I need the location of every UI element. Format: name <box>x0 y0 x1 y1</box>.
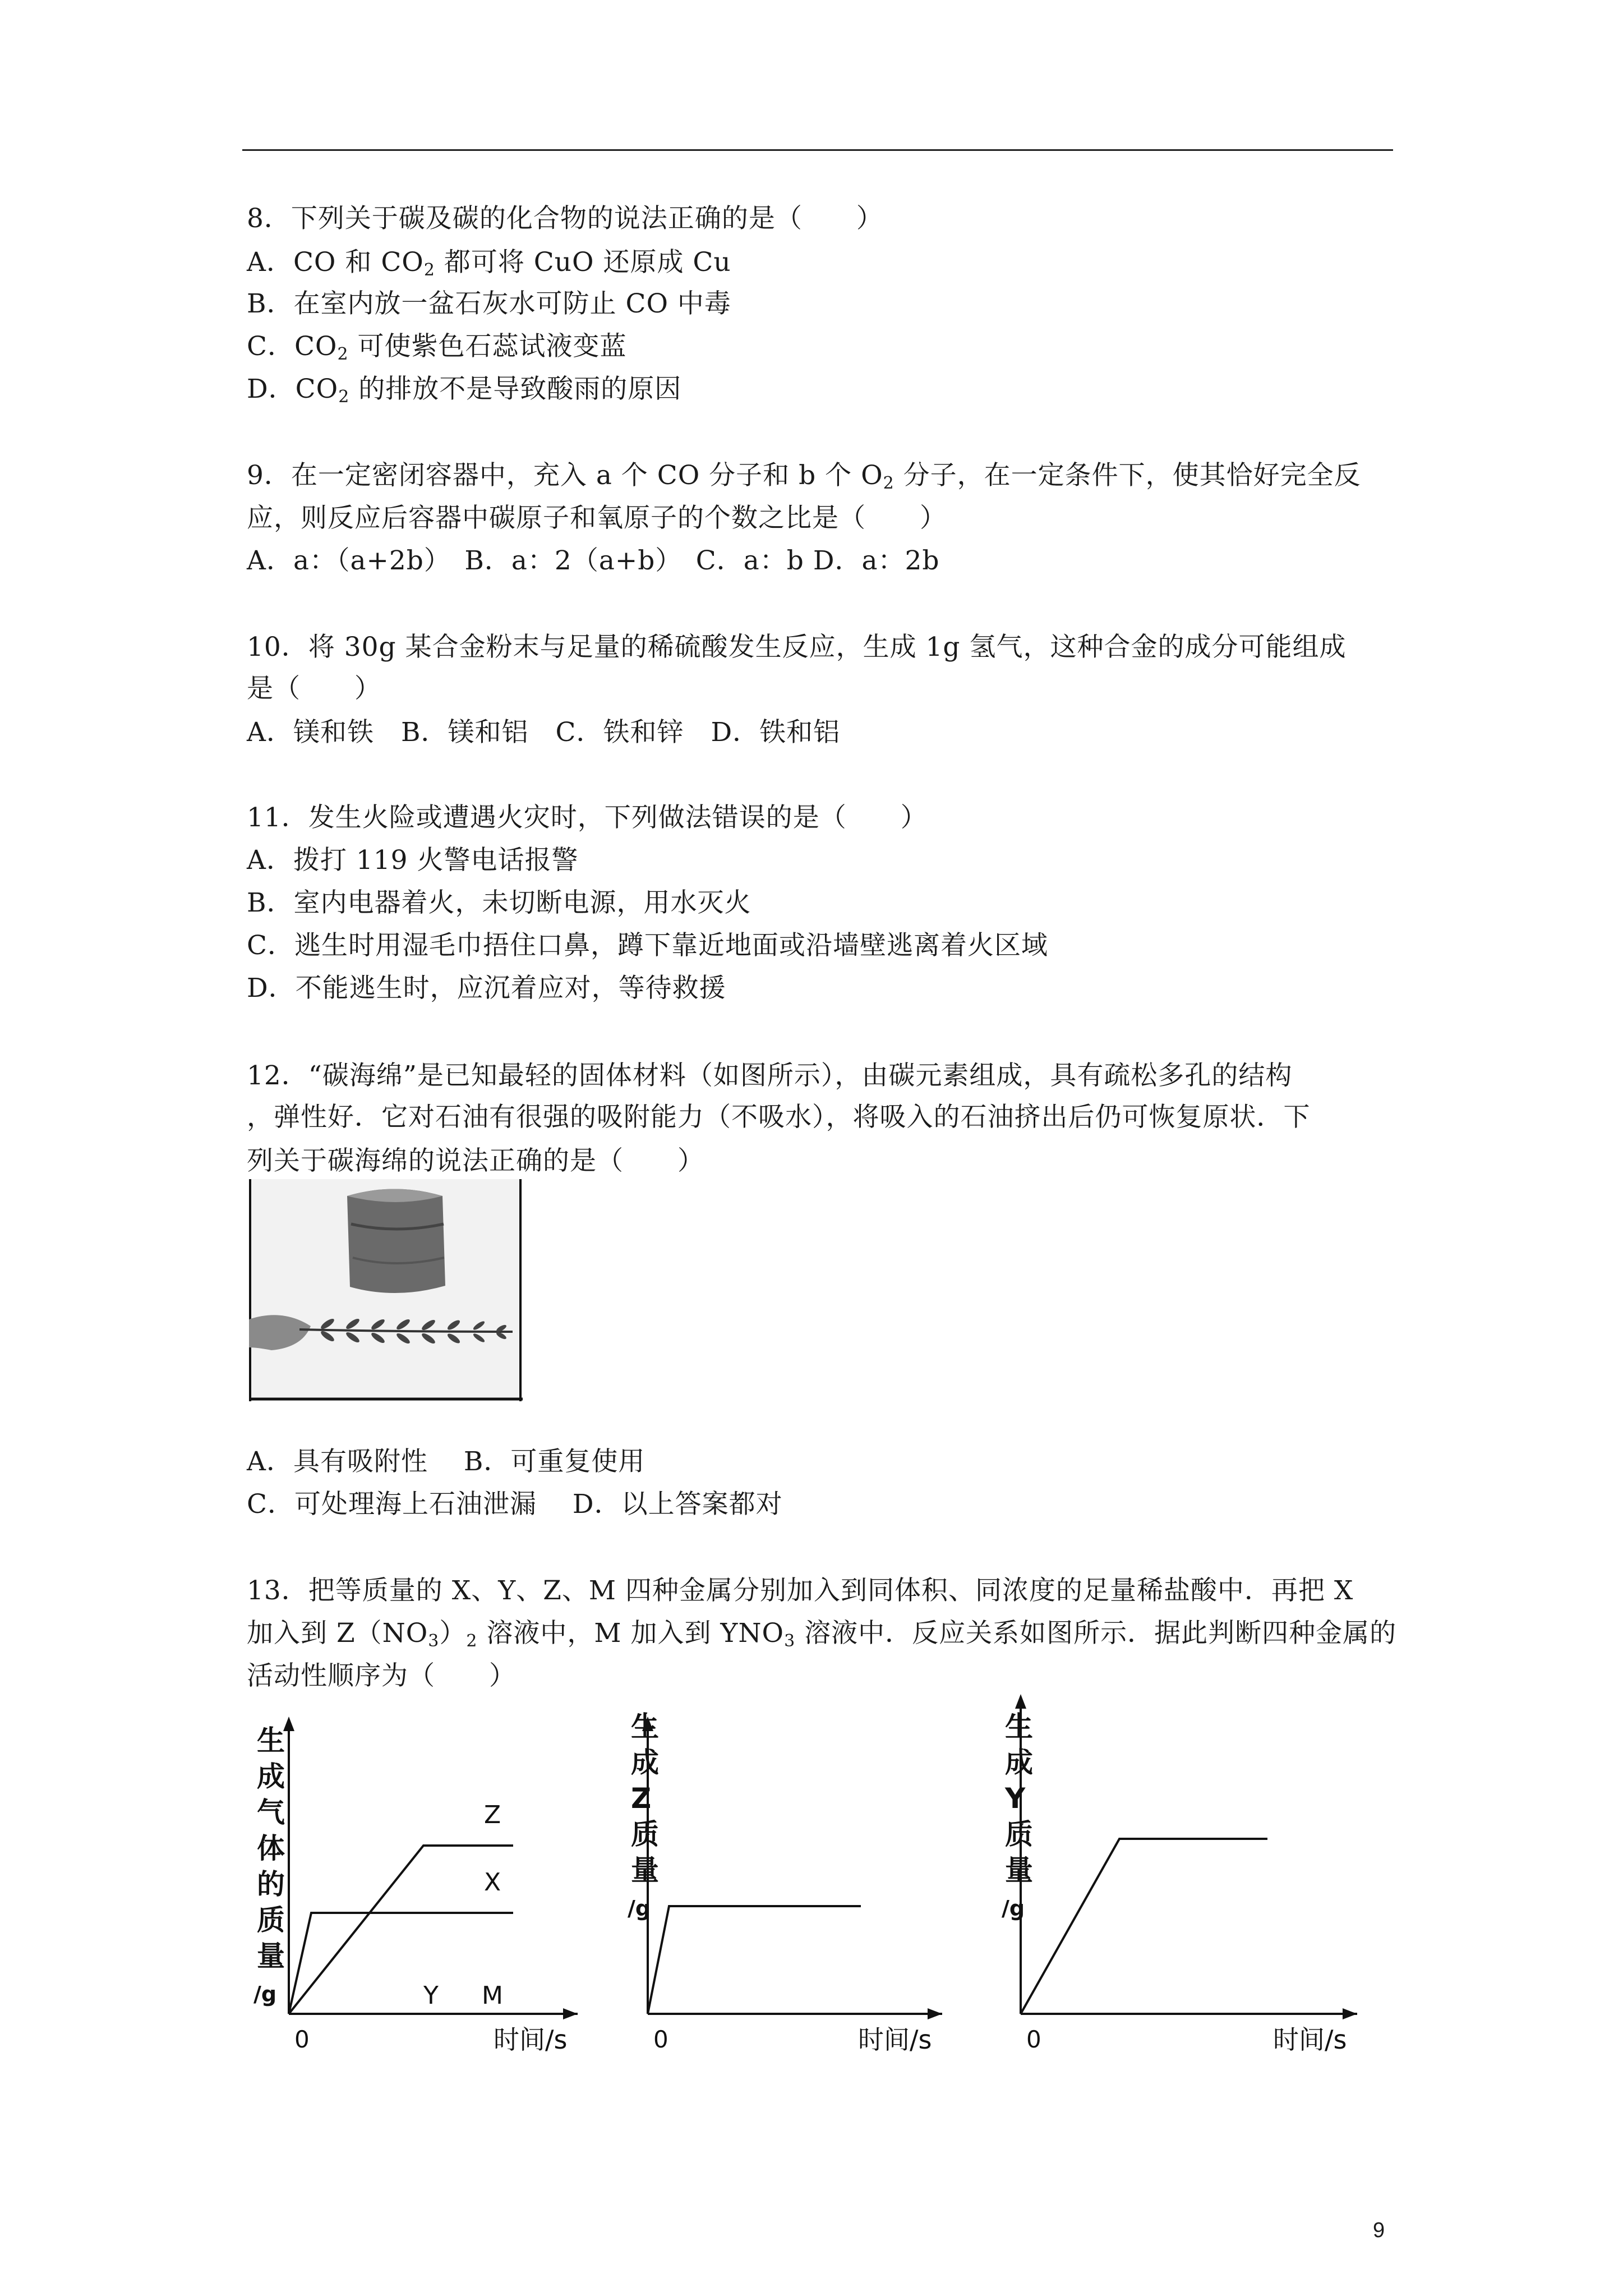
q8-option-b: B．在室内放一盆石灰水可防止 CO 中毒 <box>247 288 731 319</box>
y-axis-arrow <box>1015 1694 1026 1709</box>
x-axis-arrow <box>563 2008 578 2019</box>
y-axis-label-char: 质 <box>631 1818 659 1851</box>
y-axis-label-char: /g <box>1002 1896 1025 1921</box>
x-axis-label: 时间/s <box>858 2024 932 2055</box>
q12-stem-line2: ，弹性好．它对石油有很强的吸附能力（不吸水），将吸入的石油挤出后仍可恢复原状．下 <box>247 1102 1311 1133</box>
q8-option-d: D．$CO_2$ 的排放不是导致酸雨的原因 <box>247 374 682 407</box>
y-axis-label-char: /g <box>628 1896 651 1921</box>
q11-stem: 11．发生火险或遭遇火灾时，下列做法错误的是（ ） <box>247 802 928 833</box>
q12-options-line1: A．具有吸附性 B．可重复使用 <box>247 1446 645 1477</box>
q12-options-line2: C．可处理海上石油泄漏 D．以上答案都对 <box>247 1489 783 1520</box>
y-axis-label-char: 生 <box>1005 1710 1033 1743</box>
chart-z-mass <box>617 1705 965 2067</box>
q12-stem-line3: 列关于碳海绵的说法正确的是（ ） <box>247 1145 704 1176</box>
origin-label: 0 <box>653 2026 668 2053</box>
y-axis-label-char: 质 <box>1005 1818 1033 1851</box>
q13-stem-line3: 活动性顺序为（ ） <box>247 1660 516 1691</box>
y-axis-label-char: 量 <box>257 1940 285 1972</box>
y-axis-label-char: 成 <box>257 1760 285 1793</box>
q12-stem-line1: 12．“碳海绵”是已知最轻的固体材料（如图所示），由碳元素组成，具有疏松多孔的结构 <box>247 1060 1293 1091</box>
y-axis-label-char: 体 <box>257 1832 285 1865</box>
y-axis-label-char: 生 <box>631 1710 659 1743</box>
carbon-sponge-photo <box>249 1179 523 1401</box>
y-axis-label-char: 成 <box>631 1746 659 1779</box>
y-axis-label-char: 的 <box>257 1868 285 1901</box>
page-number: 9 <box>1373 2219 1385 2242</box>
series-line-z <box>289 1846 513 2014</box>
series-label-y: Y <box>423 1981 439 2010</box>
y-axis-label-char: 成 <box>1005 1746 1033 1779</box>
y-axis-label-char: Z <box>631 1782 652 1815</box>
x-axis-label: 时间/s <box>1273 2024 1347 2055</box>
y-axis-label-char: 质 <box>257 1904 285 1936</box>
q10-options: A．镁和铁 B．镁和铝 C．铁和锌 D．铁和铝 <box>247 717 841 748</box>
origin-label: 0 <box>294 2026 310 2053</box>
series-line <box>648 1906 861 2014</box>
q13-stem-line2: 加入到 $Z(NO_3)_2$ 溶液中，M 加入到 $YNO_3$ 溶液中．反应关系如图所示．据此判断四种金属的 <box>247 1618 1397 1651</box>
origin-label: 0 <box>1026 2026 1041 2053</box>
x-axis-label: 时间/s <box>494 2024 568 2055</box>
series-label-z: Z <box>484 1801 501 1829</box>
y-axis-label-char: 生 <box>257 1724 285 1757</box>
y-axis-arrow <box>283 1717 294 1731</box>
q13-stem-line1: 13．把等质量的 X、Y、Z、M 四种金属分别加入到同体积、同浓度的足量稀盐酸中．再把 X <box>247 1575 1354 1606</box>
x-axis-arrow <box>1343 2008 1357 2019</box>
q9-stem-line2: 应，则反应后容器中碳原子和氧原子的个数之比是（ ） <box>247 503 947 533</box>
series-label-m: M <box>482 1981 503 2010</box>
q11-option-a: A．拨打 119 火警电话报警 <box>247 845 579 876</box>
chart-gas-mass <box>241 1705 611 2067</box>
x-axis-arrow <box>928 2008 942 2019</box>
q10-stem-line2: 是（ ） <box>247 673 381 704</box>
q9-options: A．a：（a+2b） B．a：2（a+b） C．a：b D．a：2b <box>247 545 940 576</box>
q11-option-c: C．逃生时用湿毛巾捂住口鼻，蹲下靠近地面或沿墙壁逃离着火区域 <box>247 930 1048 961</box>
q10-stem-line1: 10．将 30g 某合金粉末与足量的稀硫酸发生反应，生成 1g 氢气，这种合金的成分可能组成 <box>247 632 1347 662</box>
y-axis-label-char: /g <box>253 1982 277 2007</box>
y-axis-label-char: Y <box>1005 1782 1026 1815</box>
y-axis-label-char: 量 <box>1005 1854 1033 1887</box>
series-line <box>1021 1839 1267 2014</box>
header-rule <box>242 149 1393 151</box>
q8-option-a: A．CO 和 $CO_2$ 都可将 CuO 还原成 Cu <box>247 247 731 280</box>
y-axis-label-char: 量 <box>631 1854 659 1887</box>
y-axis-label-char: 气 <box>257 1796 285 1829</box>
q8-stem: 8．下列关于碳及碳的化合物的说法正确的是（ ） <box>247 203 883 234</box>
chart-y-mass <box>987 1683 1380 2067</box>
q9-stem-line1: 9．在一定密闭容器中，充入 a 个 CO 分子和 b 个 $O_2$ 分子，在一定条件下，使其恰好完全反 <box>247 460 1361 493</box>
q8-option-c: C．$CO_2$ 可使紫色石蕊试液变蓝 <box>247 331 627 364</box>
series-line-x <box>289 1913 513 2014</box>
q11-option-b: B．室内电器着火，未切断电源，用水灭火 <box>247 887 751 918</box>
q11-option-d: D．不能逃生时，应沉着应对，等待救援 <box>247 973 726 1004</box>
series-label-x: X <box>484 1868 501 1897</box>
